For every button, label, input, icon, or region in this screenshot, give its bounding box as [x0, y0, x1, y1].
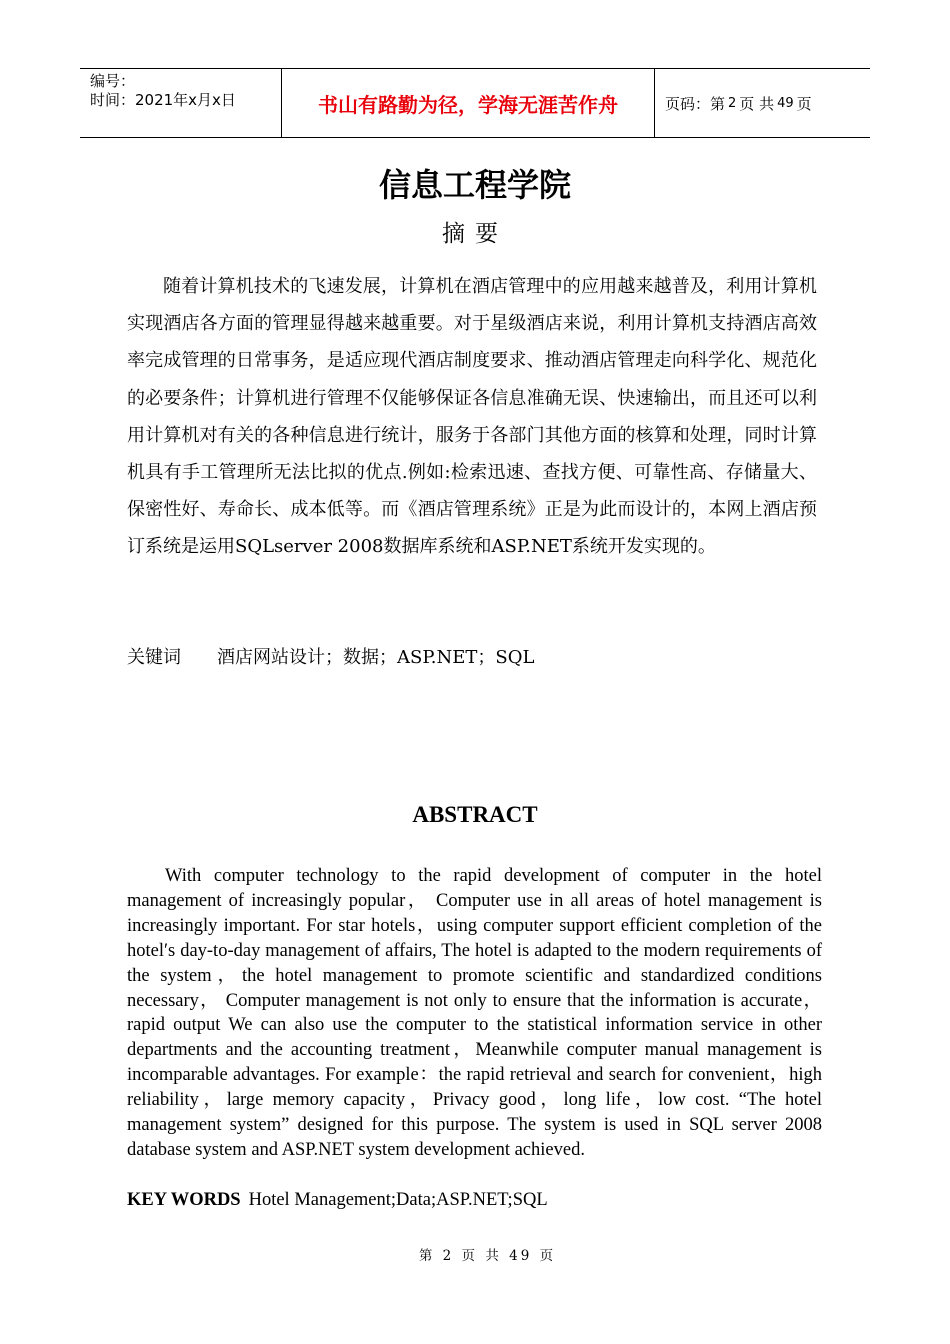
english-abstract [127, 864, 822, 1163]
document-number-label: 编号： [90, 72, 136, 90]
chinese-keywords-value: 酒店网站设计；数据；ASP.NET；SQL [217, 647, 535, 668]
english-abstract-paragraph: With computer technology to the rapid development of computer in the hotel management of increasingly popular， Computer use in all areas of hotel management is increasingly important. For star hotels，using computer support efficient completion of the hotel′s day-to-day management of affairs, The hotel is adapted to the modern requirements of the system，the hotel management to promote scientific and standardized conditions necessary， Computer management is not only to ensure that the information is accurate，rapid output We can also use the computer to the statistical information service in other departments and the accounting treatment，Meanwhile computer manual management is incomparable advantages. For example：the rapid retrieval and search for convenient，high reliability，large memory capacity，Privacy good，long life，low cost. “The hotel management system” designed for this purpose. The system is used in SQL server 2008 database system and ASP.NET system development achieved. [127, 866, 822, 1160]
english-keywords [127, 1187, 548, 1213]
document-time: 时间：2021年x月x日 [90, 91, 236, 109]
page-footer: 第 2 页 共 49 页 [418, 1248, 557, 1264]
page-current: 2 [728, 95, 737, 111]
english-keywords-value: Hotel Management;Data;ASP.NET;SQL [248, 1190, 548, 1210]
header-motto: 书山有路勤为径，学海无涯苦作舟 [318, 92, 618, 117]
header-page-info [655, 69, 870, 137]
chinese-keywords [127, 642, 534, 674]
document-header [80, 68, 870, 138]
header-meta [80, 69, 281, 137]
page-prefix: 页码：第 [665, 94, 726, 113]
english-keywords-label: KEY WORDS [127, 1190, 241, 1210]
page-title: 信息工程学院 [378, 166, 571, 204]
abstract-subtitle: 摘要 [442, 221, 508, 247]
page-total: 49 [777, 95, 794, 111]
page-middle: 页 共 [739, 94, 775, 113]
chinese-abstract [127, 268, 817, 566]
page-suffix: 页 [796, 94, 812, 113]
chinese-keywords-label: 关键词 [127, 647, 181, 668]
header-motto-cell [281, 69, 655, 137]
english-abstract-heading: ABSTRACT [412, 802, 538, 827]
chinese-abstract-paragraph: 随着计算机技术的飞速发展，计算机在酒店管理中的应用越来越普及，利用计算机实现酒店各方面的管理显得越来越重要。对于星级酒店来说，利用计算机支持酒店高效率完成管理的日常事务，是适应现代酒店制度要求、推动酒店管理走向科学化、规范化的必要条件；计算机进行管理不仅能够保证各信息准确无误、快速输出，而且还可以利用计算机对有关的各种信息进行统计，服务于各部门其他方面的核算和处理，同时计算机具有手工管理所无法比拟的优点.例如:检索迅速、查找方便、可靠性高、存储量大、保密性好、寿命长、成本低等。而《酒店管理系统》正是为此而设计的，本网上酒店预订系统是运用SQLserver 2008数据库系统和ASP.NET系统开发实现的。 [127, 276, 817, 558]
